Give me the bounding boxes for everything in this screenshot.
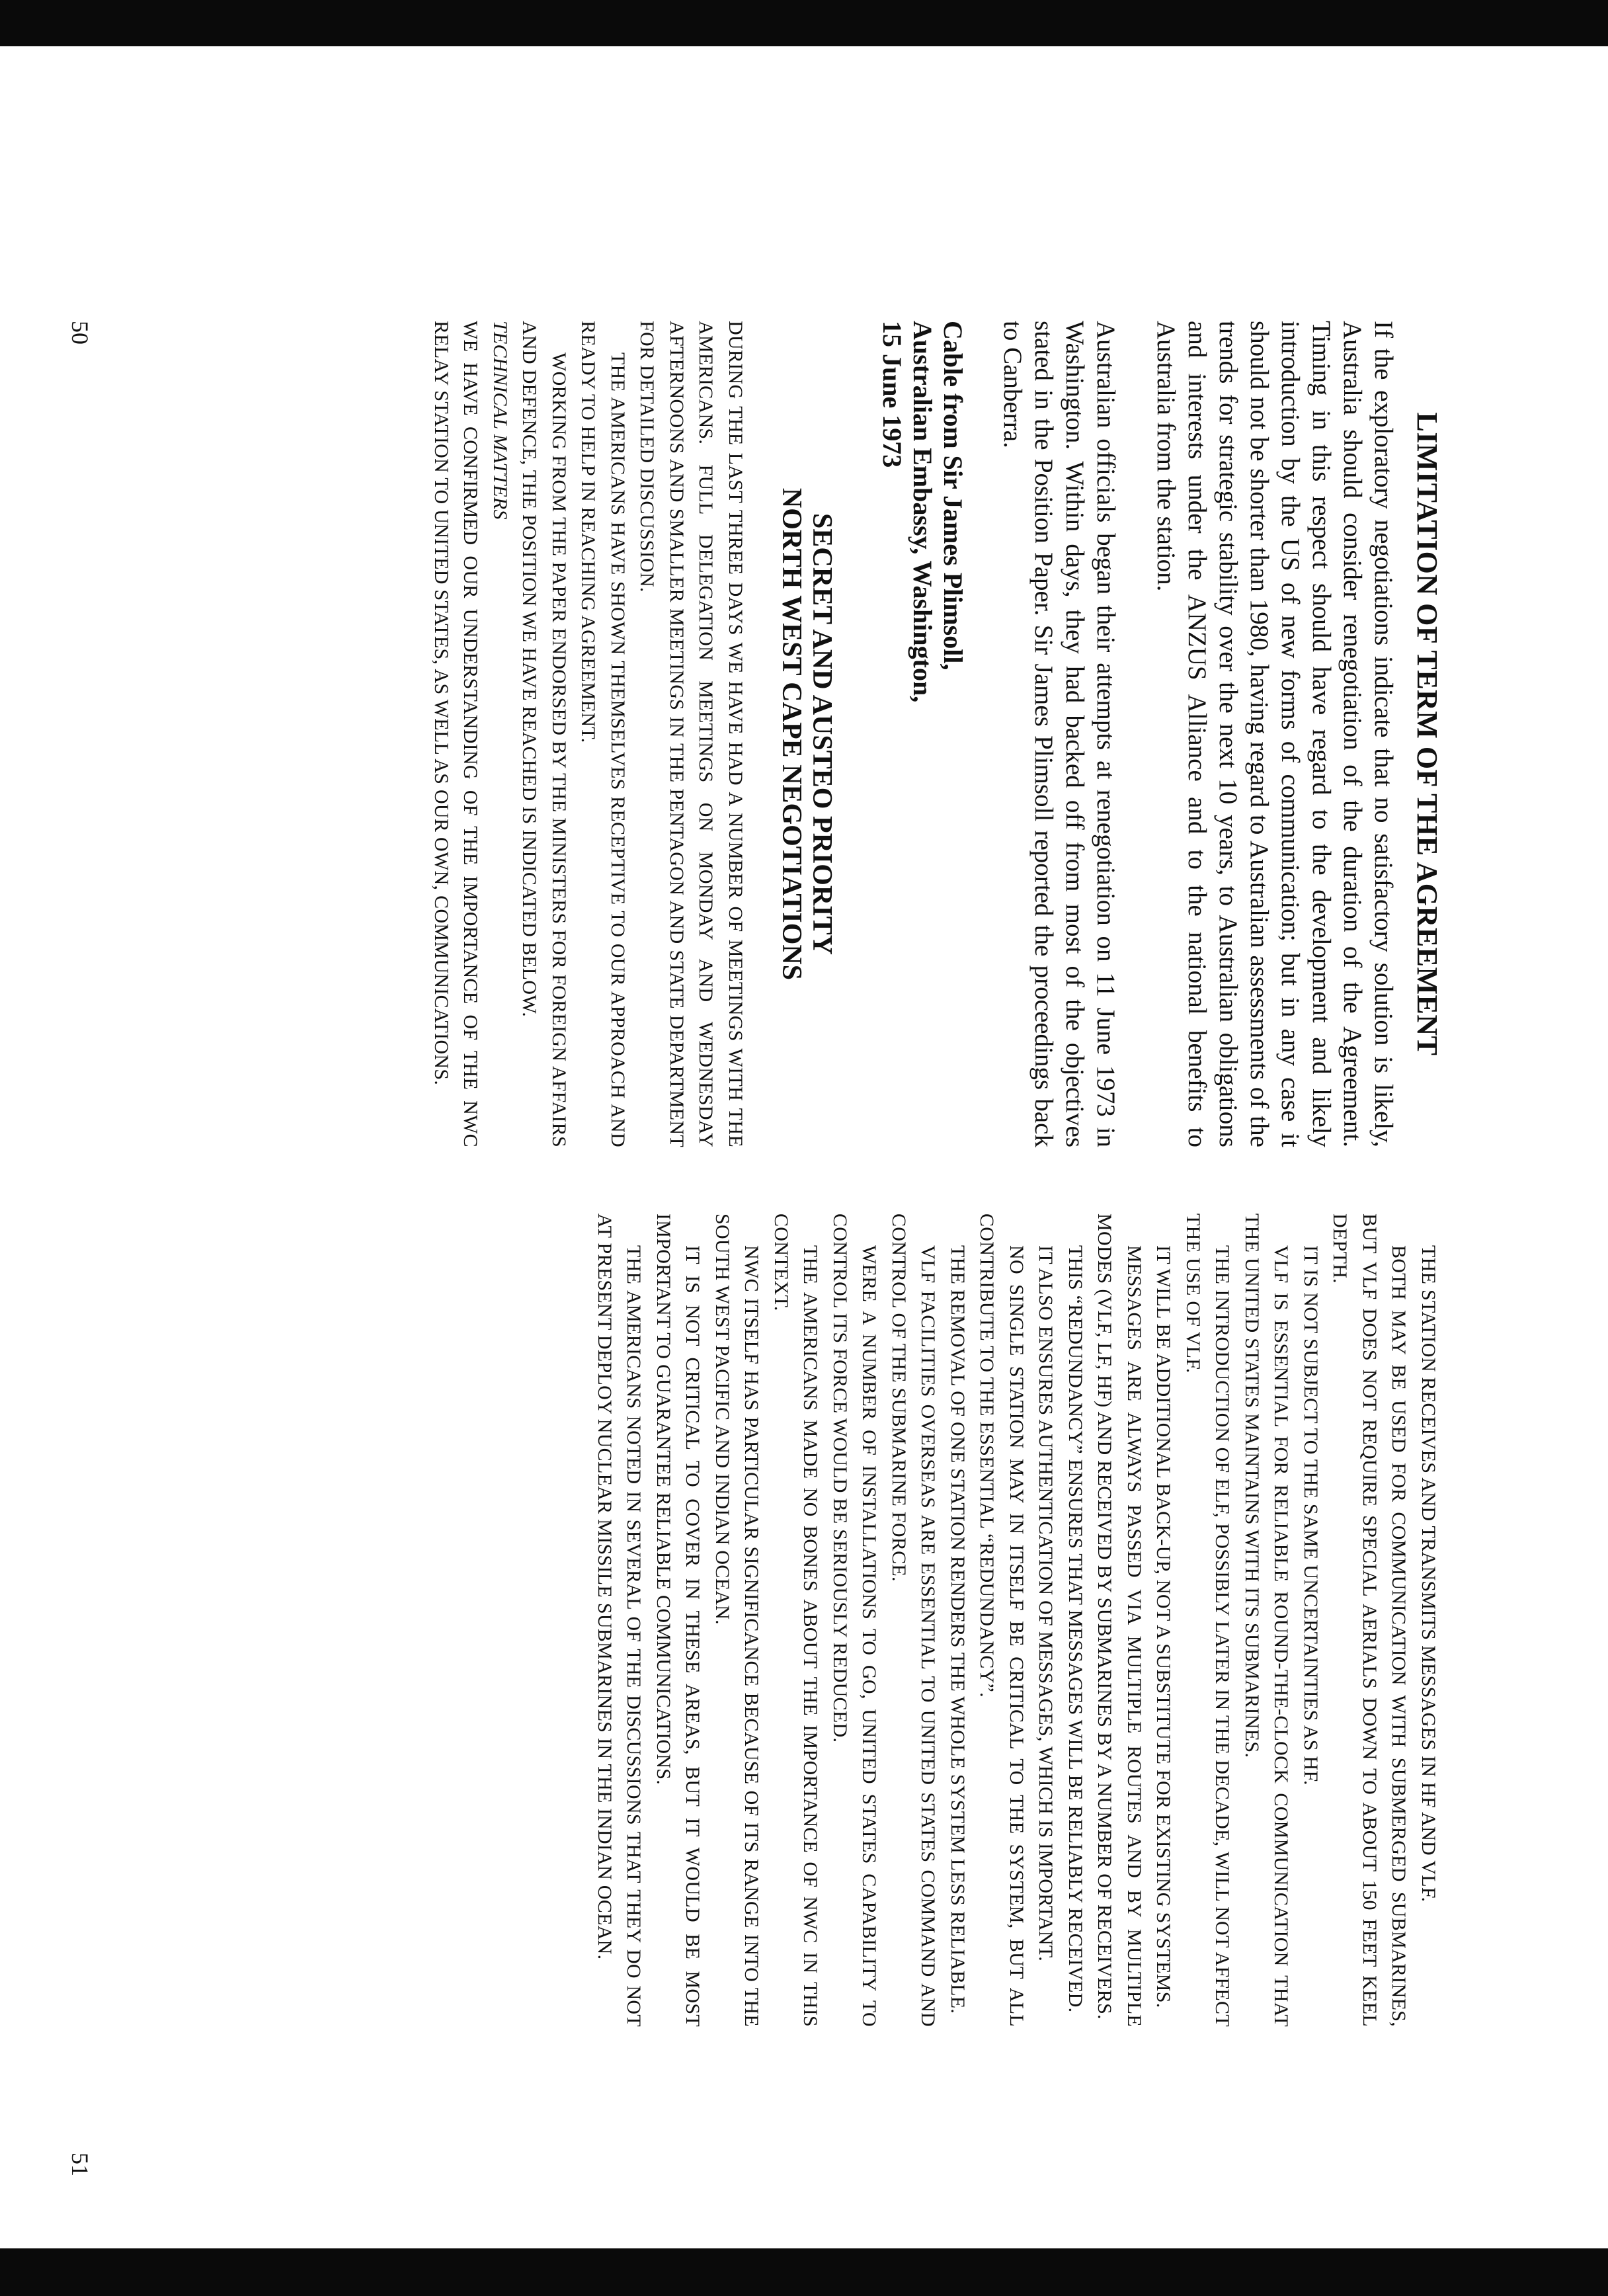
cable-paragraph: THIS “REDUNDANCY” ENSURES THAT MESSAGES WILL BE RELIABLY RECEIVED. xyxy=(1065,1245,1086,2013)
cable-paragraph: THE STATION RECEIVES AND TRANSMITS MESSAGES IN HF AND VLF. xyxy=(1418,1245,1439,1903)
cable-paragraph: VLF FACILITIES OVERSEAS ARE ESSENTIAL TO UNITED STATES COMMAND AND CONTROL OF THE SUBMARINE FORCE. xyxy=(888,1213,940,2027)
cable-paragraph: IT ALSO ENSURES AUTHENTICATION OF MESSAGES, WHICH IS IMPORTANT. xyxy=(1035,1245,1057,1962)
scan-border-bottom xyxy=(0,2248,1608,2296)
cable-classification: SECRET AND AUSTEO PRIORITY xyxy=(806,513,837,955)
cable-paragraph: DURING THE LAST THREE DAYS WE HAVE HAD A NUMBER OF MEETINGS WITH THE AMERICANS. FULL DELEGATION MEETINGS ON MONDAY AND WEDNESDAY AFTERNOONS AND SMALLER MEETINGS IN THE PENTAGON AND STATE DEPARTMENT FOR DETAILED DISCUSSION. xyxy=(636,321,746,1147)
section-heading: LIMITATION OF TERM OF THE AGREEMENT xyxy=(1411,412,1443,1056)
cable-paragraph: NO SINGLE STATION MAY IN ITSELF BE CRITICAL TO THE SYSTEM, BUT ALL CONTRIBUTE TO THE ESSENTIAL “REDUNDANCY”. xyxy=(976,1213,1027,2027)
cable-place: Australian Embassy, Washington, xyxy=(907,321,938,703)
scan-border-top xyxy=(0,0,1608,46)
page-number: 51 xyxy=(67,2152,93,2176)
limitation-paragraph: If the exploratory negotiations indicate that no satisfactory solution is likely, Australia should consider renegotiation of the duration of the Agreement. Timing in this respect should have regard to the development and likely introduction by the US of new forms of communication; but in any case it should not be shorter than 1980, having regard to Australian assessments of the trends for strategic stability over the next 10 years, to Australian obligations and interests under the ANZUS Alliance and to the national benefits to Australia from the station. xyxy=(1151,321,1398,1147)
cable-paragraph: THE INTRODUCTION OF ELF, POSSIBLY LATER IN THE DECADE, WILL NOT AFFECT THE USE OF VLF. xyxy=(1182,1213,1234,2027)
cable-paragraph: THE AMERICANS MADE NO BONES ABOUT THE IMPORTANCE OF NWC IN THIS CONTEXT. xyxy=(770,1213,822,2027)
cable-from: Cable from Sir James Plimsoll, xyxy=(938,321,968,671)
cable-paragraph: THE AMERICANS NOTED IN SEVERAL OF THE DISCUSSIONS THAT THEY DO NOT AT PRESENT DEPLOY NUCLEAR MISSILE SUBMARINES IN THE INDIAN OCEAN. xyxy=(594,1213,645,2027)
cable-paragraph: WE HAVE CONFIRMED OUR UNDERSTANDING OF THE IMPORTANCE OF THE NWC RELAY STATION TO UNITED STATES, AS WELL AS OUR OWN, COMMUNICATIONS. xyxy=(430,321,482,1147)
cable-paragraph: MESSAGES ARE ALWAYS PASSED VIA MULTIPLE ROUTES AND BY MULTIPLE MODES (VLF, LF, HF) AND RECEIVED BY SUBMARINES BY A NUMBER OF RECEIVERS. xyxy=(1094,1213,1145,2027)
cable-header xyxy=(877,321,968,1147)
cable-paragraph: IT WILL BE ADDITIONAL BACK-UP, NOT A SUBSTITUTE FOR EXISTING SYSTEMS. xyxy=(1152,1245,1175,2008)
page-51-column xyxy=(590,1213,1443,2027)
cable-paragraph: THE AMERICANS HAVE SHOWN THEMSELVES RECEPTIVE TO OUR APPROACH AND READY TO HELP IN REACHING AGREEMENT. xyxy=(577,321,629,1147)
renegotiation-paragraph: Australian officials began their attempts at renegotiation on 11 June 1973 in Washington. Within days, they had backed off from most of the objectives stated in the Position Paper. Sir James Plimsoll reported the proceedings back to Canberra. xyxy=(998,321,1120,1147)
cable-paragraph: THE REMOVAL OF ONE STATION RENDERS THE WHOLE SYSTEM LESS RELIABLE. xyxy=(947,1245,969,2014)
cable-paragraph: BOTH MAY BE USED FOR COMMUNICATION WITH SUBMERGED SUBMARINES, BUT VLF DOES NOT REQUIRE SPECIAL AERIALS DOWN TO ABOUT 150 FEET KEEL DEPTH. xyxy=(1329,1213,1410,2027)
cable-paragraph: IT IS NOT SUBJECT TO THE SAME UNCERTAINTIES AS HF. xyxy=(1300,1245,1322,1785)
cable-paragraph: NWC ITSELF HAS PARTICULAR SIGNIFICANCE BECAUSE OF ITS RANGE INTO THE SOUTH WEST PACIFIC AND INDIAN OCEAN. xyxy=(711,1213,763,2027)
page-50 xyxy=(0,46,1608,1147)
page-50-column xyxy=(426,321,1443,1147)
cable-subheading: TECHNICAL MATTERS xyxy=(489,321,511,520)
cable-title xyxy=(776,321,837,1147)
cable-date: 15 June 1973 xyxy=(877,321,907,468)
rotated-spread xyxy=(0,46,1608,2248)
cable-subject: NORTH WEST CAPE NEGOTIATIONS xyxy=(776,487,807,981)
page-number: 50 xyxy=(67,321,93,345)
cable-paragraph: VLF IS ESSENTIAL FOR RELIABLE ROUND-THE-CLOCK COMMUNICATION THAT THE UNITED STATES MAINTAINS WITH ITS SUBMARINES. xyxy=(1241,1213,1293,2027)
cable-paragraph: IT IS NOT CRITICAL TO COVER IN THESE AREAS, BUT IT WOULD BE MOST IMPORTANT TO GUARANTEE RELIABLE COMMUNICATIONS. xyxy=(653,1213,704,2027)
cable-paragraph: WERE A NUMBER OF INSTALLATIONS TO GO, UNITED STATES CAPABILITY TO CONTROL ITS FORCE WOULD BE SERIOUSLY REDUCED. xyxy=(829,1213,881,2027)
page-51 xyxy=(0,1147,1608,2248)
cable-paragraph: WORKING FROM THE PAPER ENDORSED BY THE MINISTERS FOR FOREIGN AFFAIRS AND DEFENCE, THE POSITION WE HAVE REACHED IS INDICATED BELOW. xyxy=(518,321,570,1147)
